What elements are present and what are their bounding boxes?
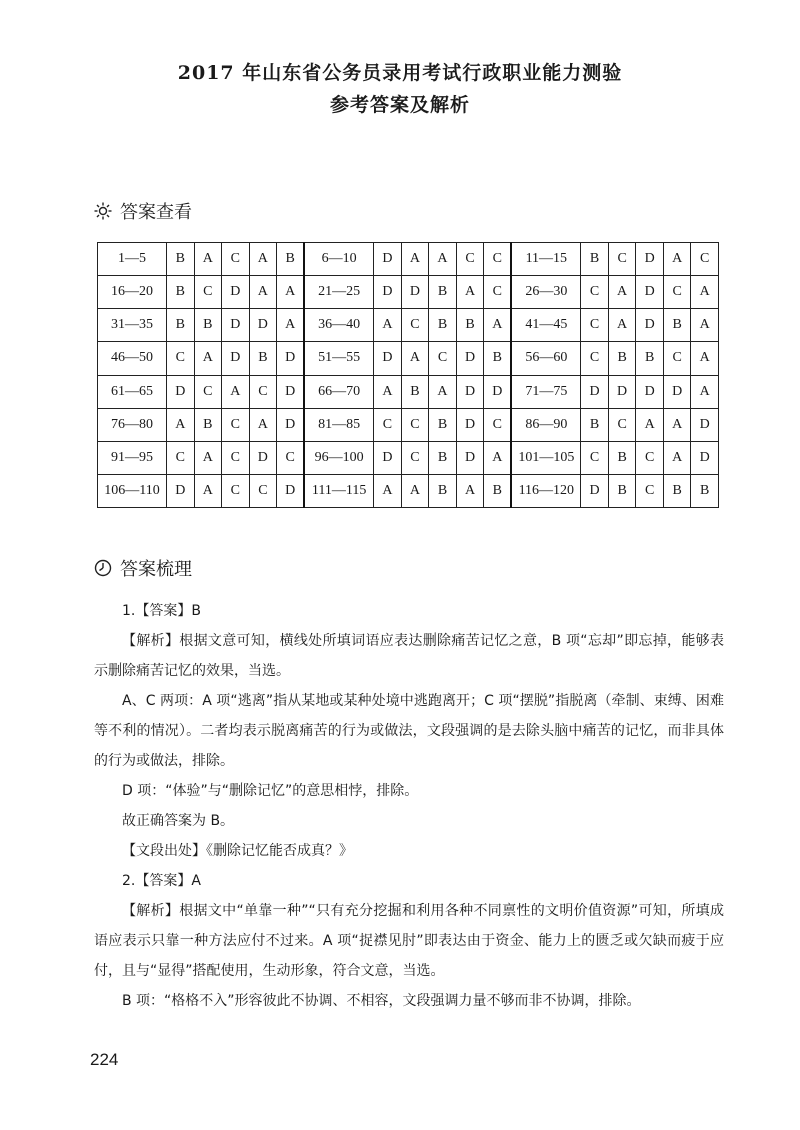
answer-cell: A [401, 474, 429, 507]
answer-cell: B [194, 408, 222, 441]
answer-cell: D [277, 375, 305, 408]
section-answer-review [94, 555, 192, 581]
answer-cell: D [167, 474, 195, 507]
answer-cell: D [374, 276, 402, 309]
answer-cell: D [456, 375, 484, 408]
answer-cell: A [608, 309, 636, 342]
question-range: 16—20 [98, 276, 167, 309]
answer-cell: D [636, 276, 664, 309]
answer-cell: B [484, 474, 512, 507]
question-range: 106—110 [98, 474, 167, 507]
clock-icon [94, 559, 112, 577]
table-row [98, 243, 719, 276]
question-range: 1—5 [98, 243, 167, 276]
answer-cell: D [456, 342, 484, 375]
answer-cell: A [608, 276, 636, 309]
answer-cell: B [608, 441, 636, 474]
answer-cell: D [222, 342, 250, 375]
q1-analysis: 【解析】根据文意可知，横线处所填词语应表达删除痛苦记忆之意，B 项“忘却”即忘掉，能够表示删除痛苦记忆的效果，当选。 [94, 633, 724, 679]
answer-cell: C [581, 276, 609, 309]
answer-cell: D [249, 441, 277, 474]
question-range: 6—10 [304, 243, 374, 276]
answer-cell: C [167, 441, 195, 474]
answer-cell: D [249, 309, 277, 342]
table-row [98, 474, 719, 507]
answer-cell: B [194, 309, 222, 342]
question-range: 76—80 [98, 408, 167, 441]
answer-cell: C [663, 342, 691, 375]
table-row [98, 309, 719, 342]
answer-cell: A [249, 276, 277, 309]
question-range: 96—100 [304, 441, 374, 474]
answer-cell: A [663, 408, 691, 441]
question-range: 56—60 [511, 342, 581, 375]
answer-cell: C [194, 276, 222, 309]
page-title-line1: 2017 年山东省公务员录用考试行政职业能力测验 [177, 62, 623, 84]
answer-cell: C [249, 474, 277, 507]
answer-cell: B [608, 474, 636, 507]
answer-cell: C [608, 408, 636, 441]
answer-cell: D [636, 375, 664, 408]
answer-cell: D [608, 375, 636, 408]
answer-cell: C [249, 375, 277, 408]
answer-cell: C [484, 276, 512, 309]
answer-cell: A [663, 441, 691, 474]
answer-cell: A [277, 276, 305, 309]
q1-answer: 1.【答案】B [122, 603, 201, 619]
answer-cell: A [691, 276, 719, 309]
answer-cell: C [581, 342, 609, 375]
q2-option-b: B 项：“格格不入”形容彼此不协调、不相容，文段强调力量不够而非不协调，排除。 [122, 993, 641, 1009]
question-range: 36—40 [304, 309, 374, 342]
answer-cell: B [581, 243, 609, 276]
question-range: 81—85 [304, 408, 374, 441]
answer-cell: A [194, 243, 222, 276]
answer-cell: B [691, 474, 719, 507]
answer-cell: C [636, 474, 664, 507]
question-range: 11—15 [511, 243, 581, 276]
table-row [98, 375, 719, 408]
answer-cell: A [484, 309, 512, 342]
answer-cell: A [194, 342, 222, 375]
question-range: 41—45 [511, 309, 581, 342]
q2-analysis: 【解析】根据文中“单靠一种”“只有充分挖掘和利用各种不同禀性的文明价值资源”可知，所填成语应表示只靠一种方法应付不过来。A 项“捉襟见肘”即表达由于资金、能力上的匮乏或欠缺而疲于应付，且与“显得”搭配使用，生动形象，符合文意，当选。 [94, 903, 724, 979]
answer-cell: A [691, 375, 719, 408]
answer-cell: D [484, 375, 512, 408]
answer-cell: C [484, 408, 512, 441]
answer-cell: A [277, 309, 305, 342]
answer-cell: B [167, 309, 195, 342]
answer-cell: A [691, 309, 719, 342]
answer-cell: C [691, 243, 719, 276]
question-range: 46—50 [98, 342, 167, 375]
answer-cell: D [636, 309, 664, 342]
answer-cell: C [484, 243, 512, 276]
answer-cell: C [222, 408, 250, 441]
page-number: 224 [90, 1050, 119, 1069]
answer-cell: B [429, 408, 457, 441]
question-range: 26—30 [511, 276, 581, 309]
answer-cell: A [401, 342, 429, 375]
sun-icon [94, 202, 112, 220]
answer-cell: A [194, 474, 222, 507]
answer-cell: B [581, 408, 609, 441]
q1-options-ac: A、C 两项：A 项“逃离”指从某地或某种处境中逃跑离开；C 项“摆脱”指脱离（牵制、束缚、困难等不利的情况）。二者均表示脱离痛苦的行为或做法，文段强调的是去除头脑中痛苦的记忆，而非具体的行为或做法，排除。 [94, 693, 724, 769]
q1-conclusion: 故正确答案为 B。 [122, 813, 235, 829]
question-range: 51—55 [304, 342, 374, 375]
section-title: 答案查看 [120, 202, 192, 223]
answer-table [97, 242, 719, 508]
page-title-line2: 参考答案及解析 [329, 94, 470, 116]
answer-cell: D [691, 408, 719, 441]
table-row [98, 276, 719, 309]
section-answer-view [94, 198, 192, 224]
answer-cell: D [581, 375, 609, 408]
answer-cell: B [663, 309, 691, 342]
answer-cell: D [222, 309, 250, 342]
answer-cell: B [663, 474, 691, 507]
answer-cell: B [401, 375, 429, 408]
answer-cell: D [663, 375, 691, 408]
answer-cell: B [608, 342, 636, 375]
question-range: 111—115 [304, 474, 374, 507]
question-range: 31—35 [98, 309, 167, 342]
answer-cell: C [636, 441, 664, 474]
answer-cell: B [167, 276, 195, 309]
answer-cell: A [484, 441, 512, 474]
answer-cell: C [222, 474, 250, 507]
answer-cell: C [429, 342, 457, 375]
answer-cell: A [456, 474, 484, 507]
answer-cell: C [663, 276, 691, 309]
answer-cell: D [636, 243, 664, 276]
q1-option-d: D 项：“体验”与“删除记忆”的意思相悖，排除。 [122, 783, 419, 799]
answer-cell: B [636, 342, 664, 375]
answer-cell: D [374, 243, 402, 276]
answer-cell: C [374, 408, 402, 441]
question-range: 91—95 [98, 441, 167, 474]
table-row [98, 408, 719, 441]
question-range: 86—90 [511, 408, 581, 441]
answer-cell: D [456, 408, 484, 441]
q2-answer: 2.【答案】A [122, 873, 201, 889]
answer-cell: C [167, 342, 195, 375]
answer-cell: C [401, 408, 429, 441]
answer-cell: D [374, 342, 402, 375]
question-range: 71—75 [511, 375, 581, 408]
answer-cell: A [429, 375, 457, 408]
answer-cell: C [581, 309, 609, 342]
question-range: 66—70 [304, 375, 374, 408]
answer-cell: B [429, 441, 457, 474]
answer-cell: B [429, 474, 457, 507]
answer-cell: D [167, 375, 195, 408]
answer-cell: A [401, 243, 429, 276]
answer-cell: C [222, 441, 250, 474]
answer-cell: D [277, 474, 305, 507]
answer-cell: D [277, 342, 305, 375]
answer-cell: A [249, 243, 277, 276]
answer-explanations [94, 596, 724, 1016]
table-row [98, 342, 719, 375]
answer-cell: C [608, 243, 636, 276]
question-range: 101—105 [511, 441, 581, 474]
answer-cell: D [277, 408, 305, 441]
answer-cell: C [194, 375, 222, 408]
answer-cell: D [374, 441, 402, 474]
answer-cell: B [456, 309, 484, 342]
answer-cell: A [167, 408, 195, 441]
answer-cell: D [581, 474, 609, 507]
answer-cell: D [222, 276, 250, 309]
section-title: 答案梳理 [120, 559, 192, 580]
answer-cell: A [691, 342, 719, 375]
answer-cell: D [401, 276, 429, 309]
answer-cell: A [249, 408, 277, 441]
answer-cell: C [581, 441, 609, 474]
answer-cell: B [277, 243, 305, 276]
answer-cell: A [194, 441, 222, 474]
answer-cell: A [636, 408, 664, 441]
q1-source: 【文段出处】《删除记忆能否成真？》 [122, 843, 353, 859]
question-range: 21—25 [304, 276, 374, 309]
answer-cell: C [277, 441, 305, 474]
answer-cell: C [401, 441, 429, 474]
answer-cell: A [456, 276, 484, 309]
answer-cell: B [249, 342, 277, 375]
answer-cell: D [691, 441, 719, 474]
answer-cell: C [456, 243, 484, 276]
answer-cell: A [374, 474, 402, 507]
answer-cell: A [374, 309, 402, 342]
answer-cell: B [484, 342, 512, 375]
answer-cell: B [429, 276, 457, 309]
answer-cell: A [663, 243, 691, 276]
answer-cell: A [429, 243, 457, 276]
answer-cell: B [429, 309, 457, 342]
answer-cell: D [456, 441, 484, 474]
table-row [98, 441, 719, 474]
answer-cell: C [222, 243, 250, 276]
answer-cell: A [222, 375, 250, 408]
answer-cell: A [374, 375, 402, 408]
question-range: 116—120 [511, 474, 581, 507]
answer-cell: C [401, 309, 429, 342]
question-range: 61—65 [98, 375, 167, 408]
answer-cell: B [167, 243, 195, 276]
